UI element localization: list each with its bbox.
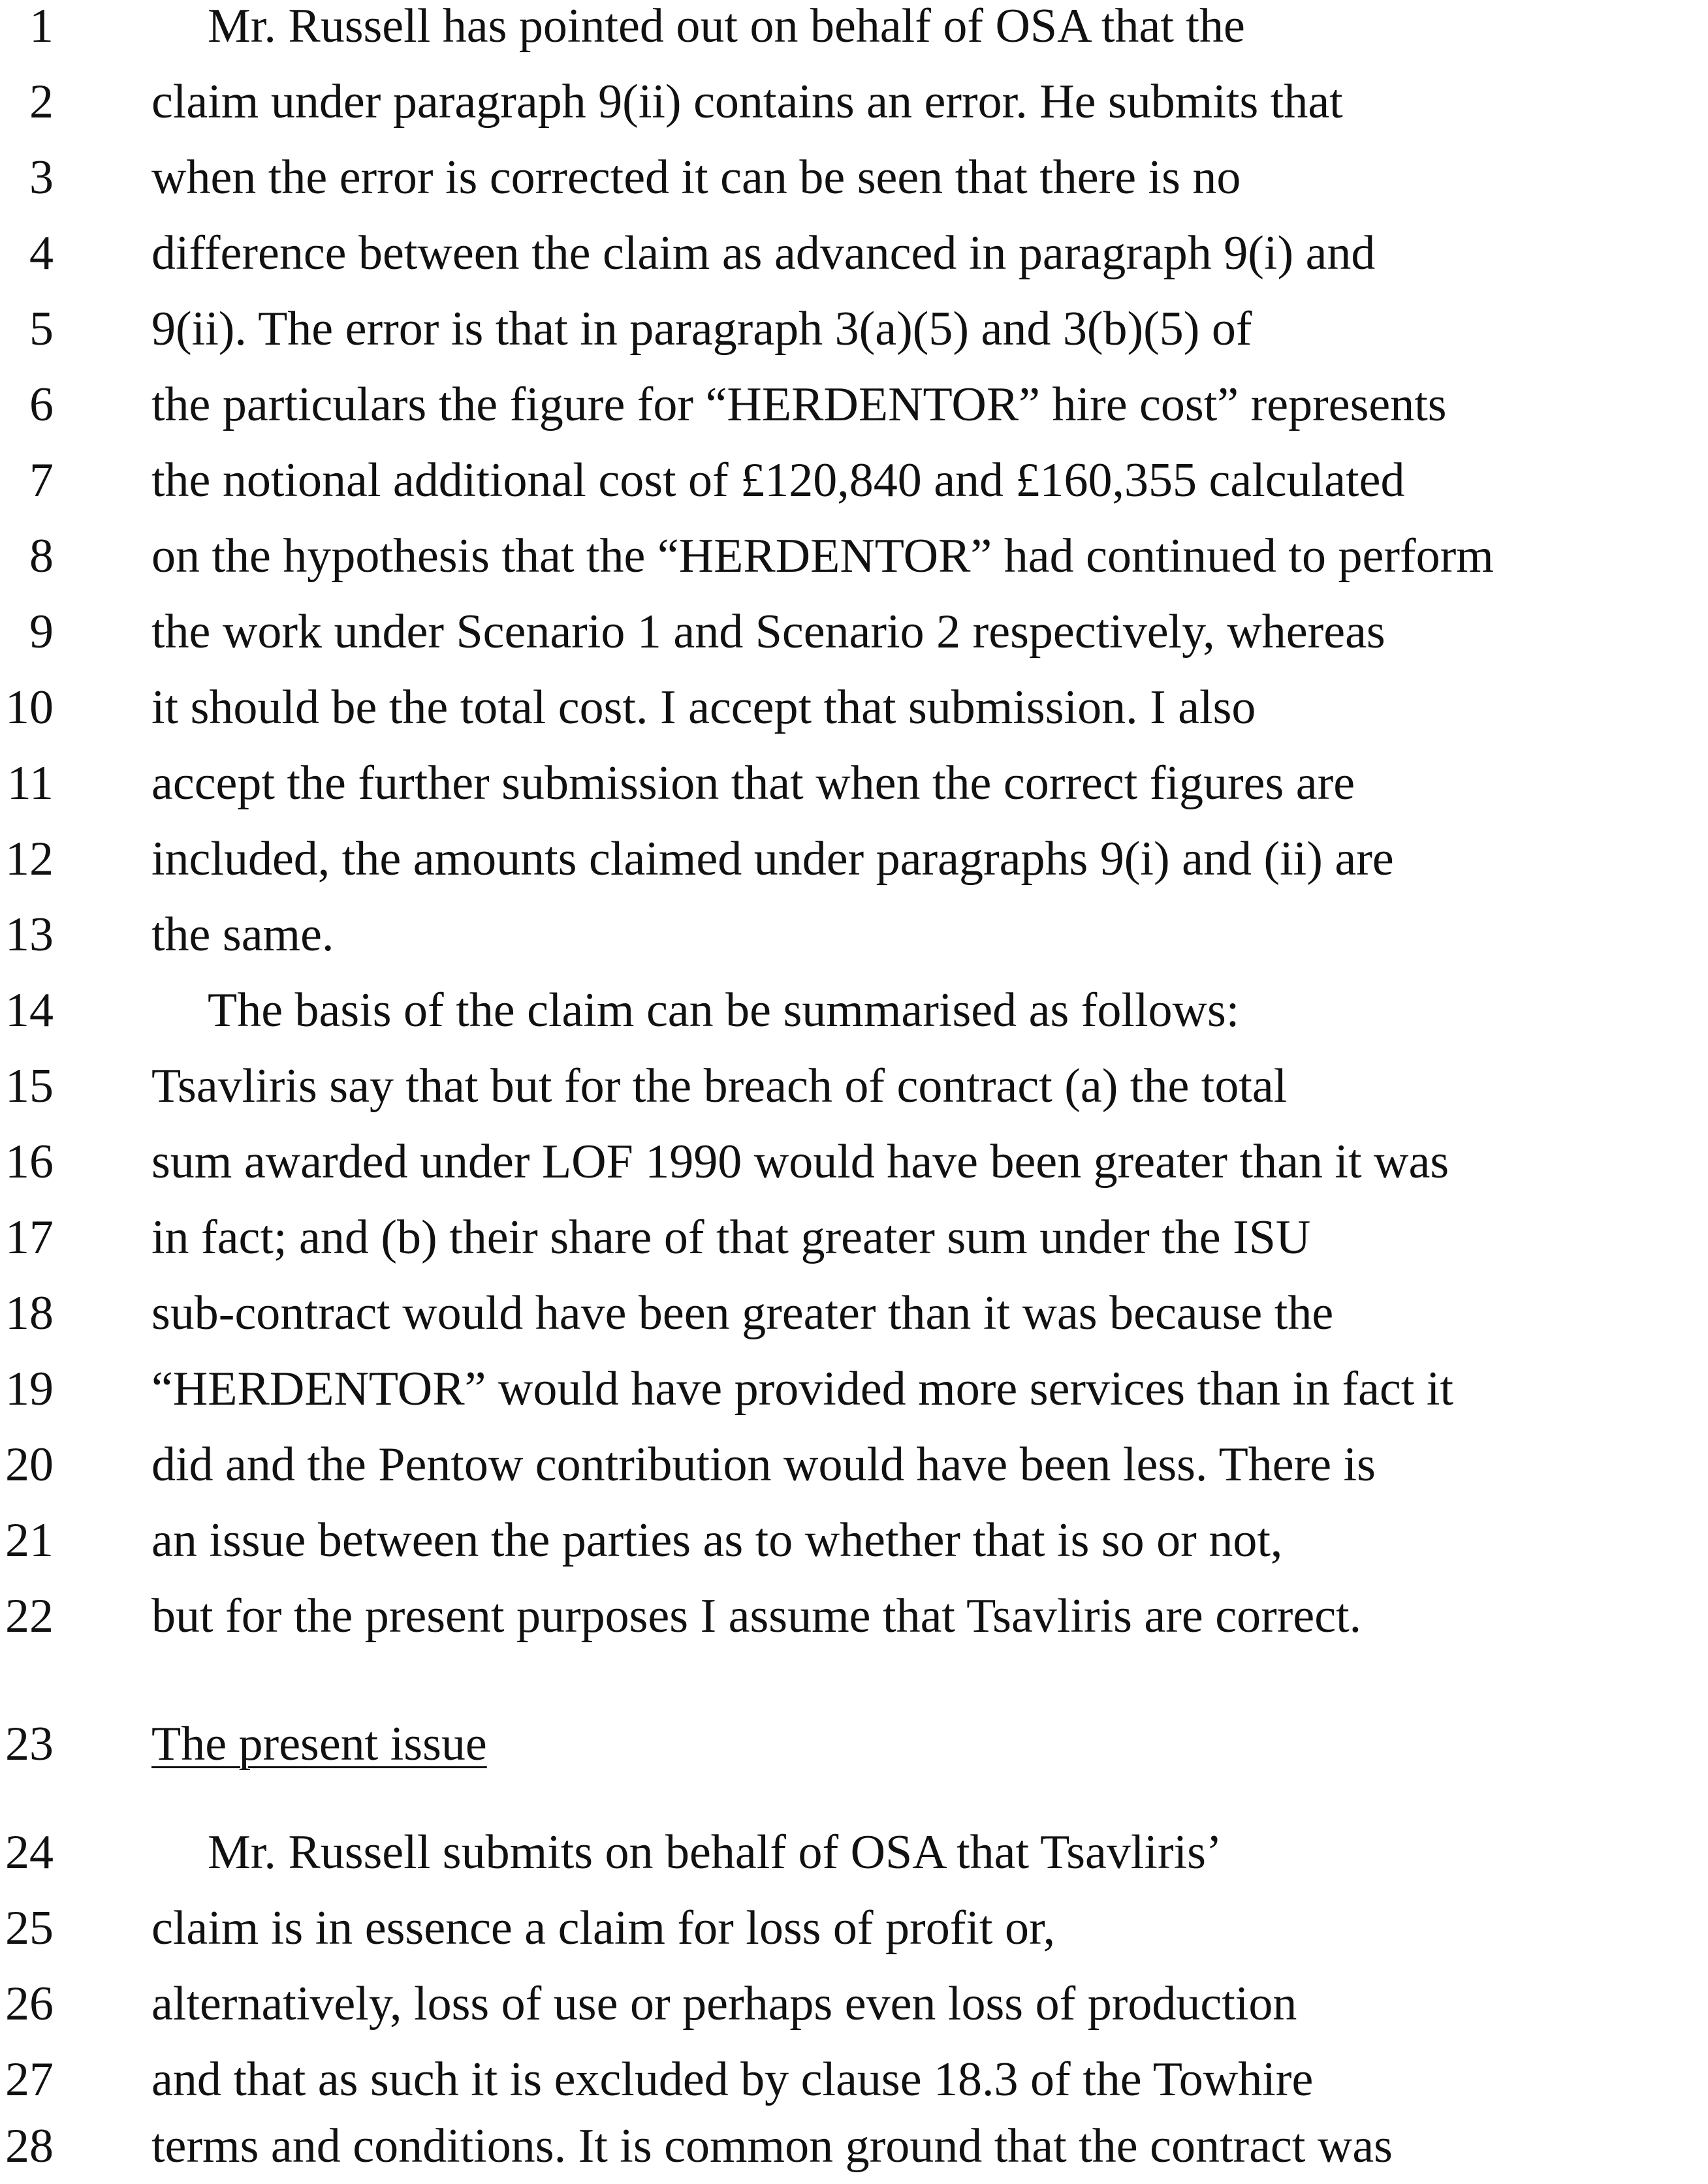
line-number: 17 [5, 1211, 54, 1264]
line-text: the same. [151, 908, 334, 961]
document-line [0, 1890, 1708, 1966]
line-number: 28 [5, 2119, 54, 2173]
document-line [0, 2042, 1708, 2117]
line-number: 27 [5, 2053, 54, 2106]
document-line [0, 670, 1708, 745]
line-text: sum awarded under LOF 1990 would have been greater than it was [151, 1135, 1449, 1189]
line-number: 22 [5, 1589, 54, 1643]
document-line [0, 745, 1708, 821]
line-number: 12 [5, 832, 54, 886]
line-text: the work under Scenario 1 and Scenario 2 respectively, whereas [151, 605, 1385, 659]
line-text: but for the present purposes I assume that Tsavliris are correct. [151, 1589, 1362, 1643]
line-text: when the error is corrected it can be seen that there is no [151, 151, 1241, 204]
line-text: claim is in essence a claim for loss of profit or, [151, 1901, 1056, 1955]
line-number: 6 [29, 378, 54, 431]
document-line [0, 1124, 1708, 1200]
line-number: 1 [29, 0, 54, 53]
document-line [0, 1966, 1708, 2042]
line-number: 13 [5, 908, 54, 961]
document-line [0, 1503, 1708, 1578]
line-text: the particulars the figure for “HERDENTOR” hire cost” represents [151, 378, 1447, 431]
line-number: 25 [5, 1901, 54, 1955]
line-text: alternatively, loss of use or perhaps even loss of production [151, 1977, 1297, 2031]
line-number: 19 [5, 1362, 54, 1416]
document-line [0, 0, 1708, 64]
line-text: Mr. Russell has pointed out on behalf of OSA that the [208, 0, 1245, 53]
line-number: 26 [5, 1977, 54, 2031]
line-text: claim under paragraph 9(ii) contains an error. He submits that [151, 75, 1343, 129]
document-line [0, 291, 1708, 367]
line-text: sub-contract would have been greater than it was because the [151, 1287, 1334, 1340]
line-number: 10 [5, 681, 54, 734]
line-number: 15 [5, 1059, 54, 1113]
document-line [0, 518, 1708, 594]
line-number: 16 [5, 1135, 54, 1189]
document-line [0, 1048, 1708, 1124]
document-line [0, 64, 1708, 140]
document-line [0, 1815, 1708, 1890]
line-text: did and the Pentow contribution would have been less. There is [151, 1438, 1376, 1491]
document-line [0, 1706, 1708, 1782]
document-line [0, 897, 1708, 973]
line-number: 21 [5, 1514, 54, 1567]
line-number: 8 [29, 529, 54, 583]
document-line [0, 1427, 1708, 1503]
document-line [0, 1351, 1708, 1427]
document-line [0, 2108, 1708, 2184]
line-text: in fact; and (b) their share of that greater sum under the ISU [151, 1211, 1311, 1264]
document-line [0, 443, 1708, 518]
document-line [0, 1275, 1708, 1351]
document-line [0, 1578, 1708, 1654]
line-text: on the hypothesis that the “HERDENTOR” had continued to perform [151, 529, 1494, 583]
line-text: difference between the claim as advanced in paragraph 9(i) and [151, 226, 1376, 280]
line-text: “HERDENTOR” would have provided more services than in fact it [151, 1362, 1454, 1416]
line-text: The basis of the claim can be summarised as follows: [208, 984, 1240, 1037]
document-line [0, 140, 1708, 215]
line-number: 5 [29, 302, 54, 356]
line-text: Tsavliris say that but for the breach of contract (a) the total [151, 1059, 1288, 1113]
section-heading: The present issue [151, 1717, 487, 1771]
line-text: the notional additional cost of £120,840 and £160,355 calculated [151, 454, 1405, 507]
document-line [0, 594, 1708, 670]
line-number: 23 [5, 1717, 54, 1771]
line-number: 3 [29, 151, 54, 204]
line-number: 7 [29, 454, 54, 507]
line-number: 18 [5, 1287, 54, 1340]
document-line [0, 821, 1708, 897]
document-line [0, 973, 1708, 1048]
line-text: included, the amounts claimed under paragraphs 9(i) and (ii) are [151, 832, 1394, 886]
line-text: Mr. Russell submits on behalf of OSA that Tsavliris’ [208, 1826, 1222, 1879]
line-number: 11 [7, 757, 54, 810]
document-line [0, 215, 1708, 291]
line-number: 4 [29, 226, 54, 280]
line-text: an issue between the parties as to whether that is so or not, [151, 1514, 1283, 1567]
line-text: 9(ii). The error is that in paragraph 3(a)(5) and 3(b)(5) of [151, 302, 1252, 356]
line-number: 9 [29, 605, 54, 659]
document-line [0, 1200, 1708, 1275]
line-number: 20 [5, 1438, 54, 1491]
line-text: and that as such it is excluded by clause 18.3 of the Towhire [151, 2053, 1314, 2106]
line-number: 24 [5, 1826, 54, 1879]
line-text: accept the further submission that when the correct figures are [151, 757, 1355, 810]
line-text: terms and conditions. It is common ground that the contract was [151, 2119, 1393, 2173]
line-text: it should be the total cost. I accept that submission. I also [151, 681, 1256, 734]
line-number: 2 [29, 75, 54, 129]
line-number: 14 [5, 984, 54, 1037]
document-line [0, 367, 1708, 443]
